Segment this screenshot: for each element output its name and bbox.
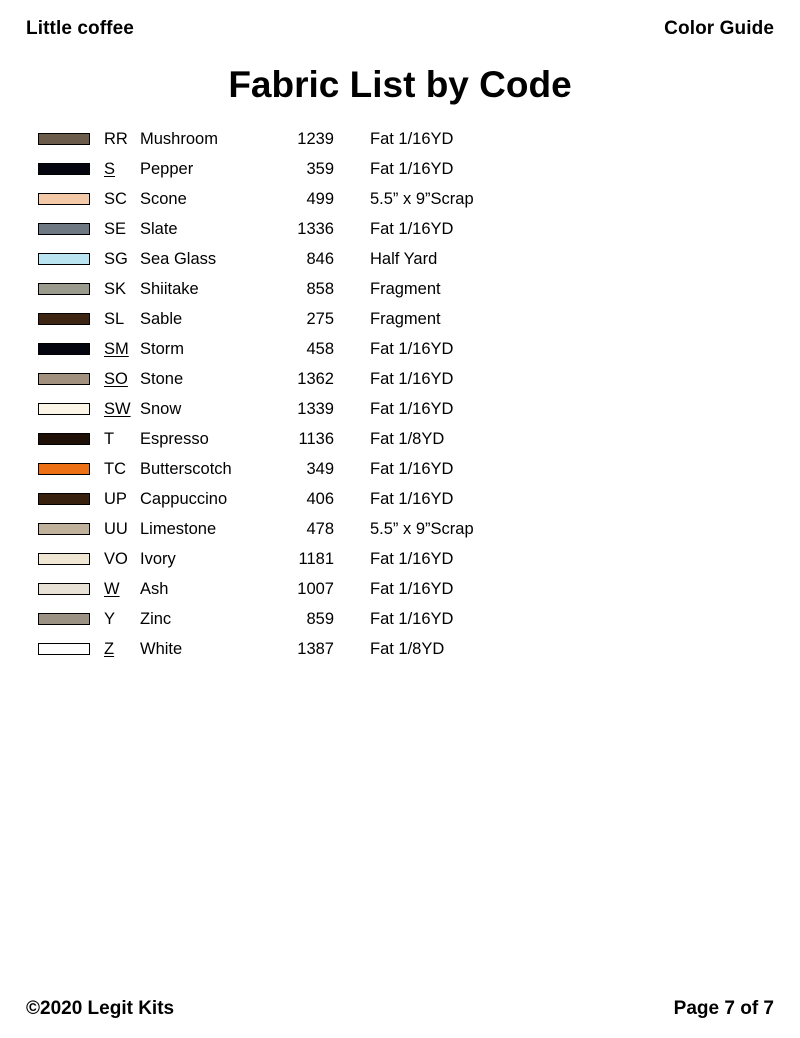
swatch-cell	[38, 574, 100, 604]
table-row	[38, 244, 558, 274]
color-swatch	[38, 493, 90, 505]
fabric-name: Limestone	[140, 520, 217, 538]
fabric-name: Storm	[140, 340, 185, 358]
swatch-cell	[38, 484, 100, 514]
fabric-name: Slate	[140, 220, 178, 238]
color-swatch	[38, 283, 90, 295]
fabric-cut: Fat 1/16YD	[370, 340, 454, 358]
fabric-name: Scone	[140, 190, 187, 208]
table-row	[38, 304, 558, 334]
fabric-cut: Fat 1/8YD	[370, 640, 445, 658]
fabric-code: VO	[104, 550, 128, 568]
color-swatch	[38, 373, 90, 385]
color-swatch	[38, 433, 90, 445]
fabric-cut: Fat 1/16YD	[370, 370, 454, 388]
page-footer	[26, 998, 774, 1020]
fabric-quantity: 349	[306, 460, 334, 478]
fabric-name: Shiitake	[140, 280, 199, 298]
color-swatch	[38, 463, 90, 475]
swatch-cell	[38, 544, 100, 574]
fabric-quantity: 1362	[297, 370, 334, 388]
swatch-cell	[38, 304, 100, 334]
fabric-quantity: 1336	[297, 220, 334, 238]
swatch-cell	[38, 184, 100, 214]
color-swatch	[38, 343, 90, 355]
color-swatch	[38, 133, 90, 145]
fabric-quantity: 406	[306, 490, 334, 508]
fabric-list-body	[38, 124, 558, 664]
fabric-code: SL	[104, 310, 125, 328]
color-swatch	[38, 403, 90, 415]
fabric-cut: Fat 1/16YD	[370, 610, 454, 628]
fabric-quantity: 1181	[298, 550, 334, 568]
fabric-name: Mushroom	[140, 130, 218, 148]
color-swatch	[38, 553, 90, 565]
table-row	[38, 424, 558, 454]
fabric-quantity: 1136	[298, 430, 334, 448]
fabric-name: Snow	[140, 400, 182, 418]
color-swatch	[38, 523, 90, 535]
fabric-name: Espresso	[140, 430, 209, 448]
color-swatch	[38, 253, 90, 265]
fabric-quantity: 458	[306, 340, 334, 358]
fabric-quantity: 859	[306, 610, 334, 628]
fabric-name: Sable	[140, 310, 183, 328]
color-swatch	[38, 583, 90, 595]
fabric-quantity: 1007	[297, 580, 334, 598]
table-row	[38, 574, 558, 604]
swatch-cell	[38, 634, 100, 664]
table-row	[38, 124, 558, 154]
table-row	[38, 364, 558, 394]
table-row	[38, 184, 558, 214]
fabric-quantity: 499	[306, 190, 334, 208]
table-row	[38, 604, 558, 634]
swatch-cell	[38, 604, 100, 634]
fabric-quantity: 1387	[297, 640, 334, 658]
swatch-cell	[38, 334, 100, 364]
fabric-name: Butterscotch	[140, 460, 232, 478]
fabric-cut: Half Yard	[370, 250, 438, 268]
table-row	[38, 544, 558, 574]
fabric-code: T	[104, 430, 115, 448]
fabric-code: SE	[104, 220, 127, 238]
fabric-cut: Fragment	[370, 310, 441, 328]
table-row	[38, 394, 558, 424]
fabric-code: UU	[104, 520, 128, 538]
table-row	[38, 274, 558, 304]
fabric-code	[100, 634, 138, 664]
fabric-cut: Fat 1/16YD	[370, 550, 454, 568]
fabric-name: Zinc	[140, 610, 172, 628]
page-header	[26, 18, 774, 40]
fabric-code: SG	[104, 250, 128, 268]
fabric-cut: Fat 1/16YD	[370, 220, 454, 238]
copyright-text: ©2020 Legit Kits	[26, 998, 175, 1019]
swatch-cell	[38, 514, 100, 544]
table-row	[38, 334, 558, 364]
fabric-cut: Fat 1/16YD	[370, 130, 454, 148]
fabric-list-table	[38, 124, 558, 664]
fabric-code: UP	[104, 490, 127, 508]
swatch-cell	[38, 364, 100, 394]
fabric-quantity: 359	[306, 160, 334, 178]
fabric-code-text: SW	[104, 400, 131, 418]
fabric-cut: Fat 1/16YD	[370, 490, 454, 508]
page-number: Page 7 of 7	[673, 998, 774, 1019]
table-row	[38, 214, 558, 244]
fabric-quantity: 478	[306, 520, 334, 538]
fabric-name: Ivory	[140, 550, 176, 568]
fabric-quantity: 1239	[297, 130, 334, 148]
table-row	[38, 634, 558, 664]
swatch-cell	[38, 274, 100, 304]
fabric-code-text: SO	[104, 370, 128, 388]
table-row	[38, 454, 558, 484]
fabric-code: SK	[104, 280, 127, 298]
color-swatch	[38, 613, 90, 625]
fabric-name: Pepper	[140, 160, 194, 178]
color-swatch	[38, 223, 90, 235]
swatch-cell	[38, 154, 100, 184]
fabric-cut: Fragment	[370, 280, 441, 298]
page-title: Fabric List by Code	[228, 64, 572, 105]
fabric-cut: Fat 1/16YD	[370, 580, 454, 598]
swatch-cell	[38, 124, 100, 154]
table-row	[38, 154, 558, 184]
fabric-code-text: SM	[104, 340, 129, 358]
swatch-cell	[38, 454, 100, 484]
fabric-name: Ash	[140, 580, 169, 598]
swatch-cell	[38, 424, 100, 454]
swatch-cell	[38, 394, 100, 424]
fabric-code	[100, 334, 138, 364]
fabric-code	[100, 364, 138, 394]
fabric-code: RR	[104, 130, 128, 148]
fabric-quantity: 858	[306, 280, 334, 298]
fabric-name: Sea Glass	[140, 250, 217, 268]
fabric-quantity: 846	[306, 250, 334, 268]
fabric-code-text: W	[104, 580, 120, 598]
fabric-name: White	[140, 640, 183, 658]
color-swatch	[38, 163, 90, 175]
fabric-cut: Fat 1/16YD	[370, 460, 454, 478]
table-row	[38, 514, 558, 544]
fabric-cut: Fat 1/8YD	[370, 430, 445, 448]
fabric-code-text: S	[104, 160, 116, 178]
fabric-code: Y	[104, 610, 116, 628]
swatch-cell	[38, 244, 100, 274]
color-swatch	[38, 643, 90, 655]
fabric-name: Cappuccino	[140, 490, 228, 508]
header-title-left: Little coffee	[26, 18, 134, 39]
fabric-cut: 5.5” x 9”Scrap	[370, 190, 474, 208]
table-row	[38, 484, 558, 514]
color-swatch	[38, 313, 90, 325]
fabric-cut: Fat 1/16YD	[370, 160, 454, 178]
fabric-quantity: 1339	[297, 400, 334, 418]
fabric-cut: 5.5” x 9”Scrap	[370, 520, 474, 538]
fabric-quantity: 275	[306, 310, 334, 328]
fabric-code: TC	[104, 460, 126, 478]
color-swatch	[38, 193, 90, 205]
fabric-code	[100, 574, 138, 604]
fabric-code-text: Z	[104, 640, 115, 658]
swatch-cell	[38, 214, 100, 244]
fabric-cut: Fat 1/16YD	[370, 400, 454, 418]
fabric-name: Stone	[140, 370, 184, 388]
fabric-code	[100, 154, 138, 184]
fabric-code: SC	[104, 190, 127, 208]
fabric-code	[100, 394, 138, 424]
header-title-right: Color Guide	[664, 18, 774, 39]
